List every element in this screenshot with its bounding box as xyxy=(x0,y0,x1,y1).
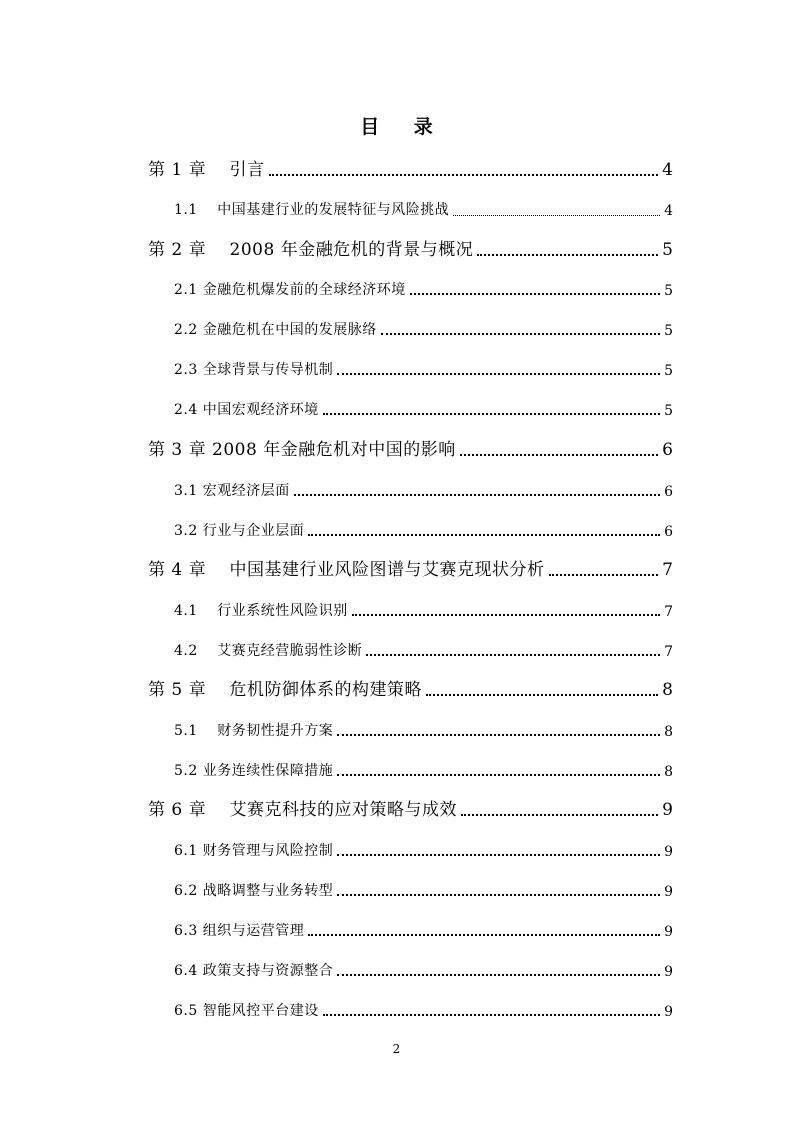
toc-dot-leader xyxy=(366,654,660,656)
toc-chapter-entry[interactable] xyxy=(148,554,673,580)
toc-dot-leader xyxy=(294,494,660,496)
toc-entry-page: 7 xyxy=(662,560,673,580)
toc-entry-title: 2.2 金融危机在中国的发展脉络 xyxy=(174,322,377,338)
toc-entry-page: 5 xyxy=(664,283,673,299)
toc-chapter-entry[interactable] xyxy=(148,234,673,260)
toc-entry-title: 4.2 艾赛克经营脆弱性诊断 xyxy=(174,643,363,659)
toc-section-entry[interactable] xyxy=(174,918,673,940)
toc-section-entry[interactable] xyxy=(174,397,673,419)
toc-dot-leader xyxy=(426,694,658,696)
toc-entry-page: 9 xyxy=(664,924,673,940)
toc-section-entry[interactable] xyxy=(174,878,673,900)
toc-entry-title: 3.1 宏观经济层面 xyxy=(174,483,290,499)
toc-section-entry[interactable] xyxy=(174,518,673,540)
toc-entry-title: 5.2 业务连续性保障措施 xyxy=(174,763,334,779)
toc-section-entry[interactable] xyxy=(174,718,673,740)
toc-title: 目 录 xyxy=(360,116,447,138)
toc-entry-page: 9 xyxy=(664,1004,673,1020)
page-number: 2 xyxy=(392,1042,401,1056)
toc-entry-page: 8 xyxy=(662,680,673,700)
toc-entry-title: 第 2 章 2008 年金融危机的背景与概况 xyxy=(148,240,474,260)
toc-chapter-entry[interactable] xyxy=(148,434,673,460)
toc-dot-leader xyxy=(269,174,659,176)
toc-entry-title: 5.1 财务韧性提升方案 xyxy=(174,723,334,739)
toc-entry-page: 8 xyxy=(664,724,673,740)
toc-entry-title: 2.3 全球背景与传导机制 xyxy=(174,362,334,378)
toc-entry-page: 4 xyxy=(664,203,673,219)
toc-dot-leader xyxy=(381,333,660,335)
toc-entry-title: 4.1 行业系统性风险识别 xyxy=(174,603,348,619)
toc-dot-leader xyxy=(337,894,660,896)
toc-entry-page: 7 xyxy=(664,644,673,660)
toc-dot-leader xyxy=(549,574,659,576)
toc-dot-leader xyxy=(337,734,660,736)
toc-entry-page: 9 xyxy=(662,800,673,820)
toc-chapter-entry[interactable] xyxy=(148,154,673,180)
toc-entry-title: 第 6 章 艾赛克科技的应对策略与成效 xyxy=(148,800,458,820)
toc-dot-leader xyxy=(337,373,660,375)
toc-entry-title: 3.2 行业与企业层面 xyxy=(174,523,305,539)
toc-section-entry[interactable] xyxy=(174,958,673,980)
toc-section-entry[interactable] xyxy=(174,317,673,339)
toc-entry-page: 8 xyxy=(664,764,673,780)
toc-section-entry[interactable] xyxy=(174,277,673,299)
toc-dot-leader xyxy=(461,814,658,816)
toc-entry-page: 5 xyxy=(664,363,673,379)
toc-entry-title: 第 3 章 2008 年金融危机对中国的影响 xyxy=(148,440,456,460)
toc-dot-leader xyxy=(308,934,660,936)
toc-dot-leader xyxy=(337,774,660,776)
toc-entry-page: 5 xyxy=(664,403,673,419)
toc-entry-page: 7 xyxy=(664,604,673,620)
toc-section-entry[interactable] xyxy=(174,598,673,620)
toc-section-entry[interactable] xyxy=(174,478,673,500)
toc-dot-leader xyxy=(352,614,660,616)
toc-section-entry[interactable] xyxy=(174,638,673,660)
toc-entry-title: 1.1 中国基建行业的发展特征与风险挑战 xyxy=(174,202,450,218)
toc-entry-title: 6.1 财务管理与风险控制 xyxy=(174,843,334,859)
toc-entry-title: 6.2 战略调整与业务转型 xyxy=(174,883,334,899)
toc-section-entry[interactable] xyxy=(174,998,673,1020)
toc-entry-title: 6.3 组织与运营管理 xyxy=(174,923,305,939)
toc-dot-leader xyxy=(308,534,660,536)
toc-entry-page: 6 xyxy=(664,484,673,500)
toc-entry-page: 5 xyxy=(662,240,673,260)
toc-entry-page: 6 xyxy=(664,524,673,540)
toc-dot-leader xyxy=(323,1014,660,1016)
toc-entry-page: 9 xyxy=(664,964,673,980)
toc-entry-title: 2.1 金融危机爆发前的全球经济环境 xyxy=(174,282,406,298)
toc-dot-leader xyxy=(453,215,660,216)
toc-dot-leader xyxy=(477,254,658,256)
toc-entry-page: 9 xyxy=(664,844,673,860)
toc-entry-title: 6.4 政策支持与资源整合 xyxy=(174,963,334,979)
toc-dot-leader xyxy=(410,293,660,295)
toc-chapter-entry[interactable] xyxy=(148,674,673,700)
toc-section-entry[interactable] xyxy=(174,838,673,860)
toc-entry-title: 第 5 章 危机防御体系的构建策略 xyxy=(148,680,423,700)
toc-entry-page: 5 xyxy=(664,323,673,339)
toc-entry-title: 2.4 中国宏观经济环境 xyxy=(174,402,319,418)
toc-dot-leader xyxy=(323,413,660,415)
toc-entry-title: 第 4 章 中国基建行业风险图谱与艾赛克现状分析 xyxy=(148,560,545,580)
toc-chapter-entry[interactable] xyxy=(148,794,673,820)
toc-entry-title: 第 1 章 引言 xyxy=(148,160,265,180)
toc-entry-page: 6 xyxy=(662,440,673,460)
toc-dot-leader xyxy=(337,854,660,856)
toc-entry-page: 4 xyxy=(662,160,673,180)
toc-entry-page: 9 xyxy=(664,884,673,900)
toc-section-entry[interactable] xyxy=(174,758,673,780)
toc-dot-leader xyxy=(460,454,658,456)
toc-section-entry[interactable] xyxy=(174,357,673,379)
toc-dot-leader xyxy=(337,974,660,976)
toc-entry-title: 6.5 智能风控平台建设 xyxy=(174,1003,319,1019)
toc-section-entry[interactable] xyxy=(174,197,673,219)
